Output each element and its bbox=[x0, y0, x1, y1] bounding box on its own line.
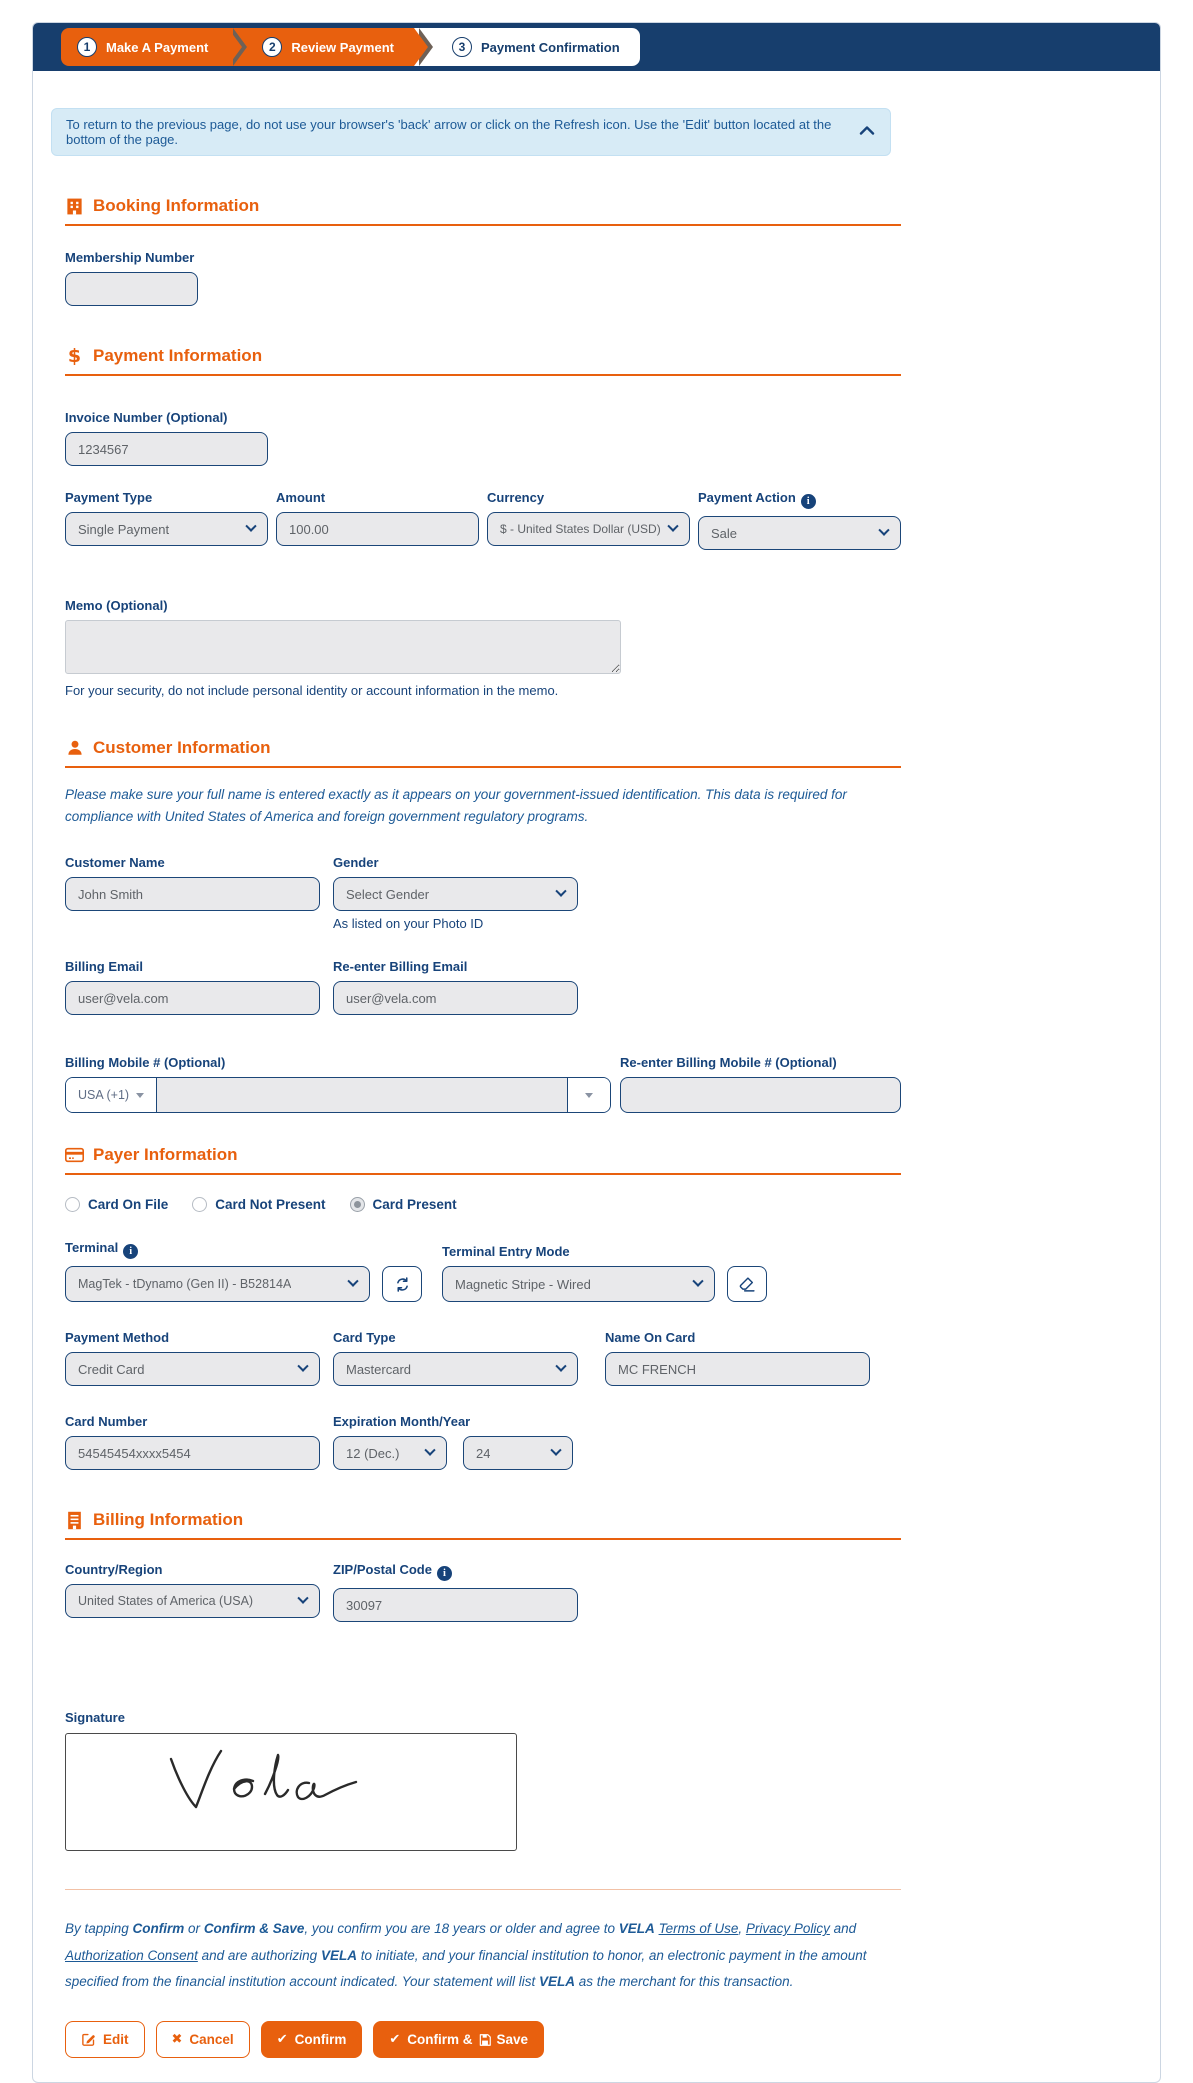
billing-mobile-label: Billing Mobile # (Optional) bbox=[65, 1055, 226, 1071]
country-code-value: USA (+1) bbox=[78, 1088, 130, 1103]
section-title: Payment Information bbox=[93, 346, 263, 365]
step-label: Make A Payment bbox=[106, 39, 209, 55]
amount-label: Amount bbox=[276, 490, 326, 505]
stepper-separator bbox=[228, 28, 246, 66]
invoice-number-input[interactable] bbox=[65, 432, 268, 466]
radio-card-on-file[interactable] bbox=[65, 1197, 168, 1212]
amount-input[interactable] bbox=[276, 512, 479, 546]
banner-text: To return to the previous page, do not use your browser's 'back' arrow or click on the Refresh icon. Use the 'Edit' button located at the bottom of the page. bbox=[66, 117, 832, 147]
chevron-down-icon bbox=[245, 521, 256, 532]
button-label: Edit bbox=[103, 2032, 129, 2048]
zip-postal-input[interactable] bbox=[333, 1588, 578, 1622]
customer-information-heading bbox=[65, 738, 901, 768]
gender-help-text: As listed on your Photo ID bbox=[333, 916, 484, 932]
terms-of-use-link[interactable]: Terms of Use bbox=[658, 1921, 739, 1937]
country-region-value: United States of America (USA) bbox=[78, 1594, 254, 1609]
radio-label: Card Not Present bbox=[215, 1197, 326, 1213]
mobile-dropdown-button[interactable] bbox=[568, 1078, 610, 1112]
chevron-up-icon bbox=[859, 124, 875, 136]
caret-down-icon bbox=[585, 1093, 593, 1098]
credit-card-icon bbox=[65, 1146, 84, 1165]
button-label: Confirm & bbox=[407, 2032, 473, 2048]
payment-action-select[interactable] bbox=[698, 516, 901, 550]
billing-information-heading bbox=[65, 1510, 901, 1540]
card-type-value: Mastercard bbox=[346, 1361, 412, 1377]
payment-type-label: Payment Type bbox=[65, 490, 153, 505]
stepper-separator bbox=[414, 28, 432, 66]
check-icon: ✔ bbox=[389, 2032, 401, 2048]
confirm-and-save-button[interactable] bbox=[373, 2021, 544, 2058]
signature-label: Signature bbox=[65, 1710, 125, 1726]
eraser-icon bbox=[739, 1276, 756, 1293]
customer-name-input[interactable] bbox=[65, 877, 320, 911]
person-icon bbox=[65, 739, 84, 758]
step-make-a-payment[interactable] bbox=[61, 28, 228, 66]
radio-label: Card On File bbox=[88, 1197, 169, 1213]
section-title: Customer Information bbox=[93, 738, 271, 757]
invoice-number-label: Invoice Number (Optional) bbox=[65, 410, 228, 425]
gender-value: Select Gender bbox=[346, 886, 430, 902]
section-title: Booking Information bbox=[93, 196, 260, 215]
billing-mobile-group bbox=[65, 1077, 611, 1113]
card-type-select[interactable] bbox=[333, 1352, 578, 1386]
chevron-down-icon bbox=[692, 1276, 703, 1287]
section-title: Billing Information bbox=[93, 1510, 244, 1530]
wizard-header bbox=[33, 23, 1160, 71]
gender-select[interactable] bbox=[333, 877, 578, 911]
step-number-badge: 3 bbox=[452, 37, 472, 57]
radio-icon bbox=[65, 1197, 80, 1212]
radio-card-not-present[interactable] bbox=[192, 1197, 325, 1212]
info-icon[interactable]: i bbox=[801, 494, 816, 509]
button-label: Save bbox=[496, 2032, 529, 2048]
membership-number-label: Membership Number bbox=[65, 250, 195, 265]
expiration-year-value: 24 bbox=[476, 1445, 491, 1461]
payment-method-select[interactable] bbox=[65, 1352, 320, 1386]
payment-type-value: Single Payment bbox=[78, 521, 170, 537]
building-icon bbox=[65, 197, 84, 216]
billing-mobile-input[interactable] bbox=[157, 1078, 568, 1112]
name-on-card-input[interactable] bbox=[605, 1352, 870, 1386]
payment-stepper bbox=[61, 28, 640, 66]
edit-pencil-icon bbox=[81, 2032, 96, 2047]
check-icon: ✔ bbox=[276, 2032, 288, 2048]
card-number-input[interactable] bbox=[65, 1436, 320, 1470]
card-type-label: Card Type bbox=[333, 1330, 396, 1346]
membership-number-input[interactable] bbox=[65, 272, 198, 306]
confirm-button[interactable] bbox=[261, 2021, 363, 2058]
reenter-billing-email-input[interactable] bbox=[333, 981, 578, 1015]
chevron-down-icon bbox=[297, 1361, 308, 1372]
signature-drawing bbox=[66, 1737, 506, 1847]
expiration-label: Expiration Month/Year bbox=[333, 1414, 471, 1430]
chevron-down-icon bbox=[555, 1361, 566, 1372]
payment-method-label: Payment Method bbox=[65, 1330, 170, 1346]
step-review-payment[interactable] bbox=[246, 28, 414, 66]
booking-information-heading bbox=[65, 196, 901, 226]
chevron-down-icon bbox=[550, 1445, 561, 1456]
radio-card-present[interactable] bbox=[350, 1197, 457, 1212]
memo-textarea[interactable] bbox=[65, 620, 621, 674]
navigation-warning-banner bbox=[51, 108, 891, 156]
country-region-label: Country/Region bbox=[65, 1562, 163, 1578]
card-number-label: Card Number bbox=[65, 1414, 148, 1430]
chevron-down-icon bbox=[878, 525, 889, 536]
info-icon[interactable]: i bbox=[437, 1566, 452, 1581]
card-mode-radio-group bbox=[65, 1197, 901, 1212]
currency-value: $ - United States Dollar (USD) bbox=[500, 522, 661, 536]
country-region-select[interactable] bbox=[65, 1584, 320, 1618]
expiration-month-value: 12 (Dec.) bbox=[346, 1445, 400, 1461]
step-payment-confirmation[interactable] bbox=[432, 28, 640, 66]
dollar-icon: $ bbox=[67, 345, 82, 367]
button-label: Cancel bbox=[189, 2032, 234, 2048]
terminal-refresh-button[interactable] bbox=[382, 1266, 422, 1302]
terminal-entry-mode-label: Terminal Entry Mode bbox=[442, 1244, 570, 1260]
chevron-down-icon bbox=[424, 1445, 435, 1456]
currency-select[interactable] bbox=[487, 512, 690, 546]
radio-label: Card Present bbox=[372, 1197, 457, 1213]
info-icon[interactable]: i bbox=[123, 1244, 138, 1259]
expiration-month-select[interactable] bbox=[333, 1436, 447, 1470]
chevron-down-icon bbox=[555, 886, 566, 897]
edit-button[interactable] bbox=[65, 2021, 145, 2058]
step-label: Payment Confirmation bbox=[480, 39, 620, 55]
memo-help-text: For your security, do not include personal identity or account information in the memo. bbox=[65, 683, 559, 698]
terminal-entry-mode-value: Magnetic Stripe - Wired bbox=[455, 1276, 591, 1292]
cancel-button[interactable] bbox=[156, 2021, 250, 2058]
zip-postal-label: ZIP/Postal Code i bbox=[333, 1562, 578, 1581]
terminal-label: Terminal i bbox=[65, 1240, 370, 1259]
reenter-billing-mobile-label: Re-enter Billing Mobile # (Optional) bbox=[620, 1055, 837, 1071]
legal-consent-text: By tapping Confirm or Confirm & Save, you confirm you are 18 years or older and agree to VELA Terms of Use, Privacy Policy and Authorization Consent and are authorizing VELA to initiate, and your financial institution to honor, an electronic payment in the amount specified from the financial institution account indicated. Your statement will list VELA as the merchant for this transaction. bbox=[65, 1921, 867, 1989]
country-code-select[interactable] bbox=[66, 1078, 157, 1112]
chevron-down-icon bbox=[667, 521, 678, 532]
chevron-down-icon bbox=[297, 1593, 308, 1604]
billing-email-label: Billing Email bbox=[65, 959, 144, 975]
refresh-icon bbox=[394, 1276, 411, 1293]
payment-method-value: Credit Card bbox=[78, 1361, 145, 1377]
section-title: Payer Information bbox=[93, 1145, 238, 1165]
expiration-year-select[interactable] bbox=[463, 1436, 573, 1470]
step-label: Review Payment bbox=[291, 39, 394, 55]
save-floppy-icon bbox=[478, 2033, 492, 2047]
payment-information-heading bbox=[65, 346, 901, 376]
step-number-badge: 1 bbox=[77, 37, 97, 57]
caret-down-icon bbox=[136, 1093, 144, 1098]
bank-building-icon bbox=[65, 1511, 84, 1530]
payment-action-label: Payment Action i bbox=[698, 490, 901, 509]
reenter-billing-mobile-input[interactable] bbox=[620, 1077, 901, 1113]
authorization-consent-link[interactable]: Authorization Consent bbox=[65, 1947, 198, 1963]
gender-label: Gender bbox=[333, 855, 379, 871]
terminal-select[interactable] bbox=[65, 1266, 370, 1302]
banner-collapse-button[interactable] bbox=[856, 119, 878, 141]
reenter-billing-email-label: Re-enter Billing Email bbox=[333, 959, 468, 975]
payer-information-heading bbox=[65, 1145, 901, 1175]
radio-icon bbox=[350, 1197, 365, 1212]
clear-entry-mode-button[interactable] bbox=[727, 1266, 767, 1302]
billing-email-input[interactable] bbox=[65, 981, 320, 1015]
footer-divider bbox=[65, 1889, 901, 1890]
customer-name-label: Customer Name bbox=[65, 855, 165, 871]
compliance-notice: Please make sure your full name is entered exactly as it appears on your government-issued identification. This data is required for compliance with United States of America and foreign government regulatory programs. bbox=[65, 787, 847, 824]
name-on-card-label: Name On Card bbox=[605, 1330, 696, 1346]
action-button-row bbox=[65, 2021, 901, 2058]
x-icon: ✖ bbox=[171, 2032, 183, 2048]
radio-icon bbox=[192, 1197, 207, 1212]
payment-review-page bbox=[32, 22, 1161, 2083]
terminal-value: MagTek - tDynamo (Gen II) - B52814A bbox=[78, 1277, 292, 1292]
payment-action-value: Sale bbox=[711, 525, 738, 541]
button-label: Confirm bbox=[294, 2032, 347, 2048]
payment-type-select[interactable] bbox=[65, 512, 268, 546]
step-number-badge: 2 bbox=[262, 37, 282, 57]
currency-label: Currency bbox=[487, 490, 545, 505]
chevron-down-icon bbox=[347, 1276, 358, 1287]
terminal-entry-mode-select[interactable] bbox=[442, 1266, 715, 1302]
memo-label: Memo (Optional) bbox=[65, 598, 168, 613]
privacy-policy-link[interactable]: Privacy Policy bbox=[745, 1921, 830, 1937]
signature-pad[interactable] bbox=[65, 1733, 517, 1851]
